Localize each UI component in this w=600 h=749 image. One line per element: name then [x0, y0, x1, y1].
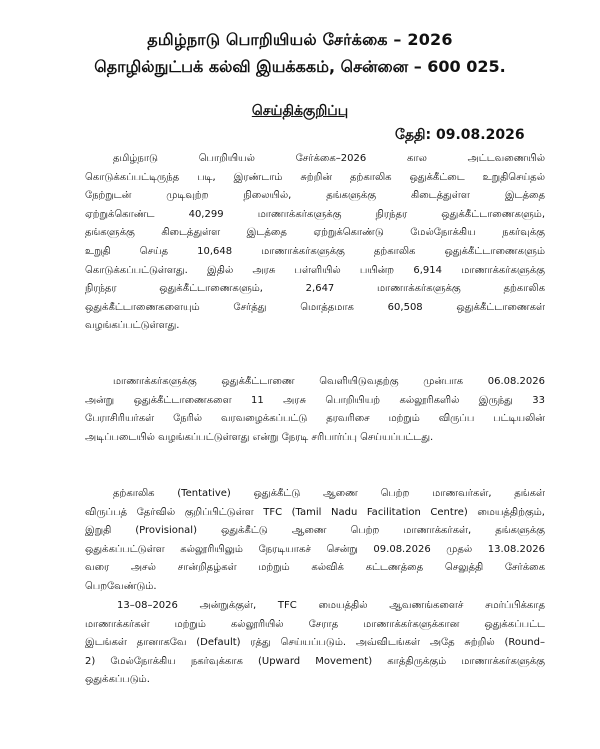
paragraph-line: ஒதுக்கீட்டாணைகளையும் சேர்த்து மொத்தமாக 60,508 ஒதுக்கீட்டாணைகள் — [85, 301, 545, 313]
paragraph-allotment-summary — [85, 150, 545, 336]
paragraph-line: நிரந்தர ஒதுக்கீட்டாணைகளும், 2,647 மாணாக்கர்களுக்கு தற்காலிக — [85, 283, 545, 295]
paragraph-line: விருப்பத் தேர்வில் குறிப்பிட்டுள்ள TFC (Tamil Nadu Facilitation Centre) மையத்திற்கும், — [85, 506, 545, 518]
paragraph-line: தமிழ்நாடு பொறியியல் சேர்க்கை–2026 கால அட்டவணையில் — [113, 153, 545, 164]
paragraph-line: மாணாக்கர்கள் மற்றும் கல்லூரியில் சேராத மாணாக்கர்களுக்கான ஒதுக்கப்பட்ட — [85, 618, 545, 630]
paragraph-line: அன்று ஒதுக்கீட்டாணைகளை 11 அரசு பொறியியற் கல்லூரிகளில் இருந்து 33 — [85, 394, 545, 406]
document-title: தமிழ்நாடு பொறியியல் சேர்க்கை – 2026 — [147, 30, 453, 49]
paragraph-line: கொடுக்கப்பட்டுள்ளது. இதில் அரசு பள்ளியில் பயின்ற 6,914 மாணாக்கர்களுக்கு — [85, 264, 545, 276]
paragraph-reporting-instructions — [85, 485, 545, 597]
paragraph-line: தற்காலிக (Tentative) ஒதுக்கீட்டு ஆணை பெற்ற மாணவர்கள், தங்கள் — [113, 488, 545, 499]
paragraph-line: கொடுக்கப்பட்டிருந்த படி, இரண்டாம் சுற்றின் தற்காலிக ஒதுக்கீட்டை உறுதிசெய்தல் — [85, 171, 545, 183]
press-release-heading: செய்திக்குறிப்பு — [251, 103, 349, 119]
paragraph-line: இறுதி (Provisional) ஒதுக்கீட்டு ஆணை பெற்ற மாணாக்கர்கள், தங்களுக்கு — [85, 525, 545, 537]
paragraph-line: 2) மேல்நோக்கிய நகர்வுக்காக (Upward Movement) காத்திருக்கும் மாணாக்கர்களுக்கு — [85, 655, 545, 667]
paragraph-line: பேராசிரியர்கள் நேரில் வரவழைக்கப்பட்டு தரவரிசை மற்றும் விருப்ப பட்டியலின் — [85, 413, 545, 425]
paragraph-line: அடிப்படையில் வழங்கப்பட்டுள்ளது என்று நேரடி சரிபார்ப்பு செய்யப்பட்டது. — [85, 431, 434, 443]
paragraph-default-cancellation — [85, 597, 545, 690]
paragraph-line: வரை அசல் சான்றிதழ்கள் மற்றும் கல்விக் கட்டணத்தை செலுத்தி சேர்க்கை — [85, 562, 545, 574]
paragraph-line: ஒதுக்கப்படும். — [85, 674, 150, 686]
paragraph-line: நேற்றுடன் முடிவுற்ற நிலையில், தங்களுக்கு கிடைத்துள்ள இடத்தை — [85, 190, 545, 202]
paragraph-line: ஏற்றுக்கொண்ட 40,299 மாணாக்கர்களுக்கு நிரந்தர ஒதுக்கீட்டாணைகளும், — [85, 208, 545, 220]
paragraph-line: இடங்கள் தானாகவே (Default) ரத்து செய்யப்படும். அவ்விடங்கள் அதே சுற்றில் (Round– — [85, 637, 545, 649]
paragraph-line: உறுதி செய்த 10,648 மாணாக்கர்களுக்கு தற்காலிக ஒதுக்கீட்டாணைகளும் — [85, 245, 545, 257]
paragraph-line: 13–08–2026 அன்றுக்குள், TFC மையத்தில் ஆவணங்களைச் சமர்ப்பிக்காத — [117, 600, 545, 611]
issuing-office: தொழில்நுட்பக் கல்வி இயக்ககம், சென்னை – 600 025. — [94, 57, 506, 76]
paragraph-line: வழங்கப்பட்டுள்ளது. — [85, 320, 180, 332]
paragraph-line: மாணாக்கர்களுக்கு ஒதுக்கீட்டாணை வெளியிடுவதற்கு முன்பாக 06.08.2026 — [113, 376, 545, 387]
paragraph-line: ஒதுக்கப்பட்டுள்ள கல்லூரியிலும் நேரடியாகச் சென்று 09.08.2026 முதல் 13.08.2026 — [85, 543, 545, 555]
paragraph-line: பெறவேண்டும். — [85, 580, 157, 592]
paragraph-verification — [85, 373, 545, 447]
paragraph-line: தங்களுக்கு கிடைத்துள்ள இடத்தை ஏற்றுக்கொண்டு மேல்நோக்கிய நகர்வுக்கு — [85, 227, 545, 239]
release-date: தேதி: 09.08.2026 — [395, 127, 525, 143]
